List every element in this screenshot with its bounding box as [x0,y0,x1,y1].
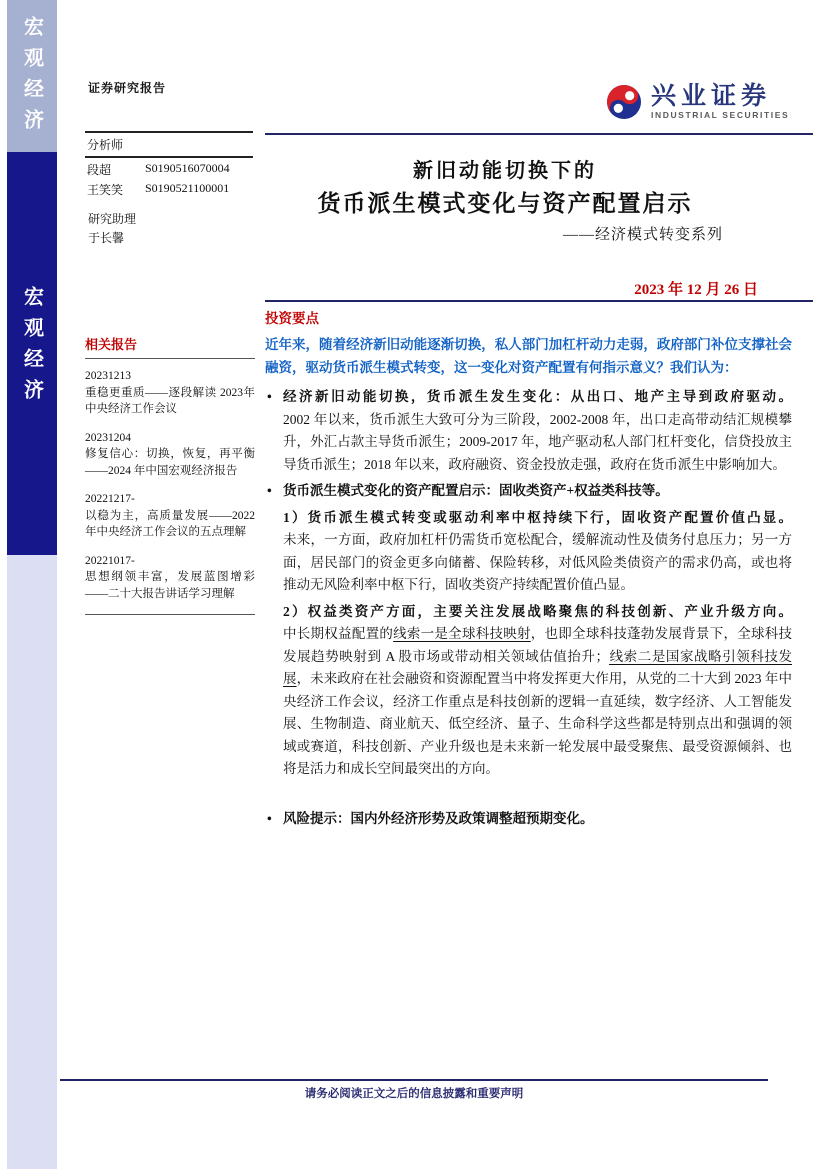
report-title: 以稳为主，高质量发展——2022 年中央经济工作会议的五点理解 [85,509,255,538]
report-title: 修复信心：切换，恢复，再平衡——2024 年中国宏观经济报告 [85,448,255,477]
summary-bullet-list [265,386,792,830]
sidebar-strip-bottom [7,555,57,1169]
bullet-dot-icon: • [267,389,272,404]
sub-body-text: ，也即全球科技蓬勃发展背景下，全球科技发展趋势映射到 A 股市场或带动相关领域估值抬升； [283,626,793,664]
report-id: 20221017- [85,554,135,567]
brand-logo-text [651,84,789,120]
related-reports-heading: 相关报告 [85,337,138,352]
report-series-label: ——经济模式转变系列 [562,227,723,243]
sub-body-text: ，未来政府在社会融资和资源配置当中将发挥更大作用，从党的二十大到 2023 年中央经济工作会议，经济工作重点是科技创新的逻辑一直延续，数字经济、人工智能发展、生物制造、商业航天、低空经济、量子、生命科学这些都是特别点出和强调的领域或赛道，科技创新、产业升级也是未来新一轮发展中最受聚焦、最受资源倾斜、也将是活力和成长空间最突出的方向。 [283,671,793,776]
brand-name-en: INDUSTRIAL SECURITIES [651,110,790,120]
brand-logo [604,82,789,122]
underlined-clue-2: 线索二是国家战略引领科技发展 [283,648,793,686]
bullet-item-allocation-implication [265,480,792,781]
bullet-body: 2002 年以来，货币派生大致可分为三阶段，2002-2008 年，出口走高带动结汇规模攀升，外汇占款主导货币派生；2009-2017 年，地产驱动私人部门杠杆变化，信贷投放主导货币派生；2018 年以来，政府融资、资金投放走强，政府在货币派生中影响加大。 [283,411,792,472]
investment-summary [265,309,792,834]
report-date: 2023 年 12 月 26 日 [634,282,758,298]
title-block [265,158,745,244]
summary-heading: 投资要点 [265,311,319,326]
analyst-table [85,131,253,198]
underlined-clue-1: 线索一是全球科技映射 [393,626,531,641]
analyst-row [85,178,253,198]
swirl-logo-icon [604,82,644,122]
sub-paragraph-equity [283,601,792,781]
sub-paragraph-fixed-income [283,507,792,597]
sub-lead: 1）货币派生模式转变或驱动利率中枢持续下行，固收资产配置价值凸显。 [283,509,792,525]
report-title-line1: 新旧动能切换下的 [413,160,597,182]
bullet-lead: 经济新旧动能切换，货币派生发生变化：从出口、地产主导到政府驱动。 [283,389,792,404]
bullet-item-monetary-shift [265,386,792,476]
analyst-name: 段超 [87,163,112,177]
analyst-license-id: S0190516070004 [145,161,230,175]
sidebar-category-label-top: 宏观经济 [20,16,43,140]
report-title: 重稳更重质——逐段解读 2023年中央经济工作会议 [85,386,255,415]
bullet-dot-icon: • [267,810,272,826]
footer-disclaimer: 请务必阅读正文之后的信息披露和重要声明 [304,1088,524,1100]
related-report-item [85,368,255,418]
related-report-item [85,553,255,603]
research-assistant-block [88,210,136,248]
bullet-item-risk-warning [265,808,792,831]
bullet-lead: 货币派生模式变化的资产配置启示：固收类资产+权益类科技等。 [283,483,669,498]
bullet-dot-icon: • [267,483,272,498]
report-type-label: 证券研究报告 [88,81,167,95]
sidebar-category-label-mid: 宏观经济 [20,286,43,410]
report-id: 20231204 [85,431,131,444]
analyst-header: 分析师 [85,131,253,158]
summary-intro: 近年来，随着经济新旧动能逐渐切换，私人部门加杠杆动力走弱，政府部门补位支撑社会融资，驱动货币派生模式转变，这一变化对资产配置有何指示意义？我们认为： [265,337,792,375]
related-reports-divider [85,358,255,359]
report-id: 20221217- [85,493,135,505]
assistant-name: 于长馨 [88,231,125,245]
sub-lead: 2）权益类资产方面，主要关注发展战略聚焦的科技创新、产业升级方向。 [283,603,792,619]
assistant-label: 研究助理 [88,212,137,226]
report-title-line2: 货币派生模式变化与资产配置启示 [317,191,693,216]
brand-name-cn: 兴业证券 [651,83,772,110]
report-id: 20231213 [85,370,131,382]
analyst-name: 王笑笑 [87,183,124,197]
footer-rule [60,1079,768,1081]
sub-body: 未来，一方面，政府加杠杆仍需货币宽松配合，缓解流动性及债务付息压力；另一方面，居民部门的资金更多向储蓄、保险转移，对低风险类债资产的需求仍高，或也将推动无风险利率中枢下行，固收类资产持续配置价值凸显。 [283,532,792,592]
header-rule [265,133,813,135]
related-reports [85,334,255,615]
risk-warning-text: 风险提示：国内外经济形势及政策调整超预期变化。 [283,810,594,826]
analyst-row [85,158,253,178]
sidebar-strip [7,0,57,1169]
sub-body-text: 中长期权益配置的 [283,626,394,641]
report-title: 思想纲领丰富，发展蓝图增彩——二十大报告讲话学习理解 [85,571,255,600]
related-report-item [85,491,255,541]
analyst-license-id: S0190521100001 [145,181,230,195]
related-reports-bottom-divider [85,614,255,615]
related-report-item [85,430,255,480]
title-rule [265,300,813,302]
